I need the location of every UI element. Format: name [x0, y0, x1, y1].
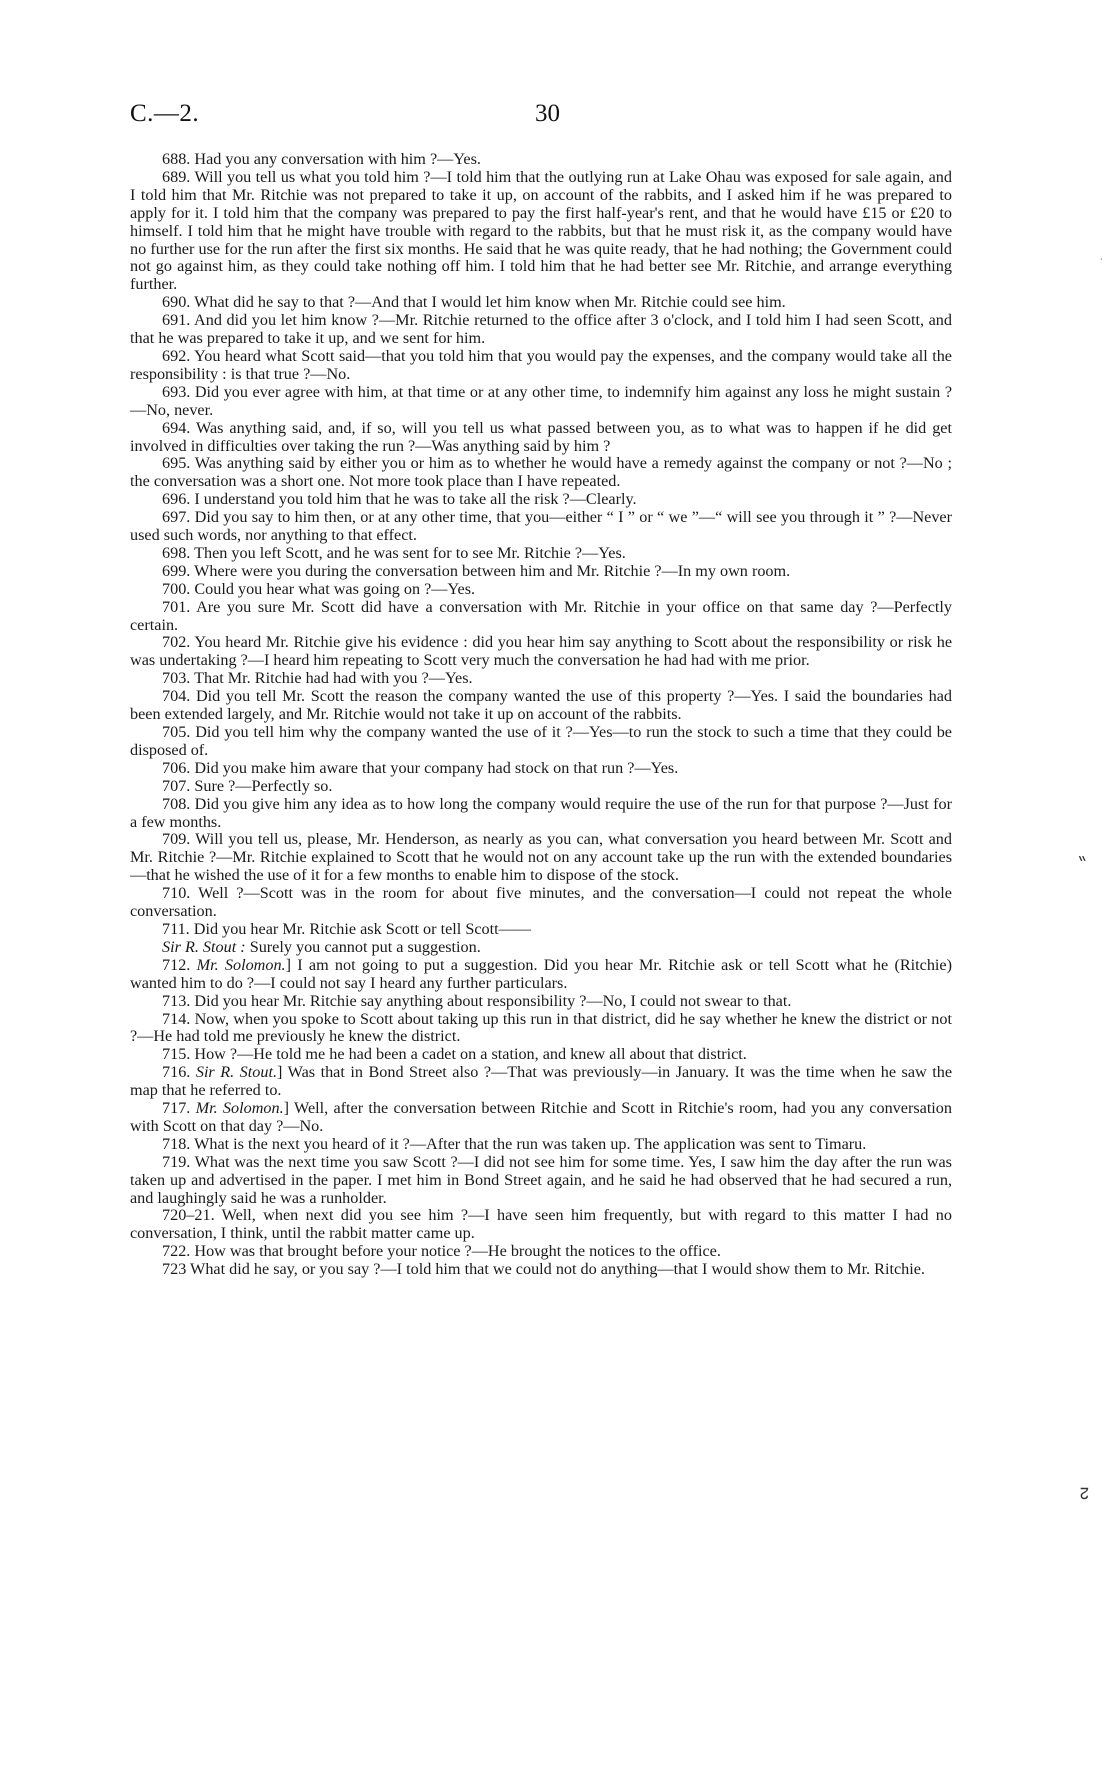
paragraph-text: 713. Did you hear Mr. Ritchie say anything about responsibility ?—No, I could not swear to that.	[162, 991, 792, 1010]
speaker-name: Mr. Solomon.	[195, 1099, 284, 1118]
testimony-paragraph	[130, 993, 952, 1011]
paragraph-text: 689. Will you tell us what you told him ?—I told him that the outlying run at Lake Ohau was exposed for sale again, and I told him that Mr. Ritchie was not prepared to take it up, on account of the rabbits, and I asked him if he was prepared to apply for it. I told him that the company was prepared to pay the first half-year's rent, and that he would have £15 or £20 to himself. I told him that he might have trouble with regard to the rabbits, but that he must risk it, as the company would have no further use for the run after the first six months. He said that he was quite ready, that he had nothing; the Government could not go against him, as they could take nothing off him. I told him that he had better see Mr. Ritchie, and arrange everything further.	[130, 167, 952, 294]
paragraph-text: 710. Well ?—Scott was in the room for about five minutes, and the conversation—I could not repeat the whole conversation.	[130, 884, 952, 921]
testimony-paragraph	[130, 778, 952, 796]
paragraph-text: 711. Did you hear Mr. Ritchie ask Scott or tell Scott——	[162, 919, 531, 938]
testimony-paragraph	[130, 348, 952, 384]
testimony-paragraph	[130, 1100, 952, 1136]
paragraph-text: 703. That Mr. Ritchie had had with you ?—Yes.	[162, 669, 473, 688]
testimony-paragraph	[130, 1243, 952, 1261]
paragraph-text: 697. Did you say to him then, or at any other time, that you—either “ I ” or “ we ”—“ will see you through it ” ?—Never used such words, nor anything to that effect.	[130, 508, 952, 545]
testimony-paragraph	[130, 151, 952, 169]
testimony-paragraph	[130, 491, 952, 509]
paragraph-text: 707. Sure ?—Perfectly so.	[162, 776, 333, 795]
testimony-paragraph	[130, 634, 952, 670]
paragraph-text: 695. Was anything said by either you or him as to whether he would have a remedy against the company or not ?—No ; the conversation was a short one. Not more took place than I have repeated.	[130, 454, 952, 491]
paragraph-text: 690. What did he say to that ?—And that I would let him know when Mr. Ritchie could see him.	[162, 293, 786, 312]
paragraph-text-continued: ] Well, after the conversation between Ritchie and Scott in Ritchie's room, had you any conversation with Scott on that day ?—No.	[130, 1099, 952, 1135]
testimony-paragraph	[130, 545, 952, 563]
paragraph-text: 700. Could you hear what was going on ?—Yes.	[162, 579, 476, 598]
paragraph-text: 694. Was anything said, and, if so, will you tell us what passed between you, as to what was to happen if he did get involved in difficulties over taking the run ?—Was anything said by him ?	[130, 418, 952, 455]
testimony-paragraph	[130, 1064, 952, 1100]
testimony-paragraph	[130, 760, 952, 778]
paragraph-text: 717.	[162, 1099, 196, 1118]
paragraph-text: 708. Did you give him any idea as to how long the company would require the use of the run for that purpose ?—Just for a few months.	[130, 794, 952, 831]
margin-mark: ↊	[1080, 1484, 1089, 1503]
paragraph-text: 692. You heard what Scott said—that you told him that you would pay the expenses, and the company would take all the responsibility : is that true ?—No.	[130, 346, 952, 383]
testimony-paragraph	[130, 670, 952, 688]
paragraph-text: 722. How was that brought before your notice ?—He brought the notices to the office.	[162, 1242, 721, 1261]
testimony-paragraph	[130, 420, 952, 456]
paragraph-text: 705. Did you tell him why the company wanted the use of it ?—Yes—to run the stock to such a time that they could be disposed of.	[130, 723, 952, 759]
testimony-paragraph	[130, 169, 952, 294]
testimony-paragraph	[130, 1261, 952, 1279]
testimony-paragraph	[130, 509, 952, 545]
paragraph-text: 720–21. Well, when next did you see him ?—I have seen him frequently, but with regard to this matter I had no conversation, I think, until the rabbit matter came up.	[130, 1206, 952, 1243]
testimony-paragraph	[130, 885, 952, 921]
testimony-paragraph	[130, 796, 952, 832]
body-text	[130, 151, 952, 1279]
margin-mark: ·	[1100, 255, 1103, 264]
paragraph-text: 718. What is the next you heard of it ?—After that the run was taken up. The application was sent to Timaru.	[162, 1134, 867, 1153]
paragraph-text: 702. You heard Mr. Ritchie give his evidence : did you hear him say anything to Scott about the responsibility or risk he was undertaking ?—I heard him repeating to Scott very much the conversation he had had with me prior.	[130, 633, 952, 670]
paragraph-text: 712.	[162, 955, 197, 974]
paragraph-text: 723 What did he say, or you say ?—I told him that we could not do anything—that I would show them to Mr. Ritchie.	[162, 1260, 925, 1279]
margin-mark: ⸗	[1072, 855, 1094, 862]
testimony-paragraph	[130, 563, 952, 581]
testimony-paragraph	[130, 1154, 952, 1208]
testimony-paragraph	[130, 921, 952, 939]
paragraph-text: 693. Did you ever agree with him, at that time or at any other time, to indemnify him against any loss he might sustain ?—No, never.	[130, 382, 952, 419]
page-number: 30	[535, 100, 560, 127]
paragraph-text: 704. Did you tell Mr. Scott the reason the company wanted the use of this property ?—Yes. I said the boundaries had been extended largely, and Mr. Ritchie would not take it up on account of the rabbits.	[130, 687, 952, 724]
paragraph-text: 696. I understand you told him that he was to take all the risk ?—Clearly.	[162, 490, 637, 509]
speaker-name: Sir R. Stout :	[162, 937, 246, 956]
testimony-paragraph	[130, 599, 952, 635]
testimony-paragraph	[130, 831, 952, 885]
testimony-paragraph	[130, 1011, 952, 1047]
speaker-name: Sir R. Stout.	[195, 1063, 278, 1082]
testimony-paragraph	[130, 1046, 952, 1064]
testimony-paragraph	[130, 581, 952, 599]
paragraph-text: 714. Now, when you spoke to Scott about taking up this run in that district, did he say whether he knew the district or not ?—He had told me previously he knew the district.	[130, 1009, 952, 1046]
paragraph-text: 706. Did you make him aware that your company had stock on that run ?—Yes.	[162, 758, 679, 777]
paragraph-text: 688. Had you any conversation with him ?—Yes.	[162, 150, 481, 168]
paragraph-text-continued: Surely you cannot put a suggestion.	[245, 937, 481, 956]
testimony-paragraph	[130, 312, 952, 348]
testimony-paragraph	[130, 957, 952, 993]
testimony-paragraph	[130, 294, 952, 312]
testimony-paragraph	[130, 1207, 952, 1243]
paragraph-text: 716.	[162, 1063, 196, 1082]
page-header	[130, 100, 990, 140]
paragraph-text-continued: ] I am not going to put a suggestion. Did you hear Mr. Ritchie ask or tell Scott what he (Ritchie) wanted him to do ?—I could not say I heard any further particulars.	[130, 955, 952, 992]
paragraph-text: 699. Where were you during the conversation between him and Mr. Ritchie ?—In my own room.	[162, 561, 791, 580]
paragraph-text: 719. What was the next time you saw Scott ?—I did not see him for some time. Yes, I saw him the day after the run was taken up and advertised in the paper. I met him in Bond Street again, and he said he had observed that he had secured a run, and laughingly said he was a runholder.	[130, 1152, 952, 1207]
speaker-name: Mr. Solomon.	[196, 955, 286, 974]
testimony-paragraph	[130, 724, 952, 760]
paragraph-text: 701. Are you sure Mr. Scott did have a conversation with Mr. Ritchie in your office on that same day ?—Perfectly certain.	[130, 597, 952, 634]
paragraph-text: 691. And did you let him know ?—Mr. Ritchie returned to the office after 3 o'clock, and I told him I had seen Scott, and that he was prepared to take it up, and we sent for him.	[130, 311, 952, 348]
paragraph-text: 698. Then you left Scott, and he was sent for to see Mr. Ritchie ?—Yes.	[162, 543, 626, 562]
paragraph-text: 709. Will you tell us, please, Mr. Henderson, as nearly as you can, what conversation you heard between Mr. Scott and Mr. Ritchie ?—Mr. Ritchie explained to Scott that he would not on any account take up the run with the extended boundaries—that he wished the use of it for a few months to enable him to dispose of the stock.	[130, 830, 952, 885]
testimony-paragraph	[130, 939, 952, 957]
document-id: C.—2.	[130, 100, 200, 127]
paragraph-text-continued: ] Was that in Bond Street also ?—That was previously—in January. It was the time when he saw the map that he referred to.	[130, 1063, 953, 1100]
testimony-paragraph	[130, 688, 952, 724]
paragraph-text: 715. How ?—He told me he had been a cadet on a station, and knew all about that district.	[162, 1045, 747, 1064]
testimony-paragraph	[130, 1136, 952, 1154]
testimony-paragraph	[130, 455, 952, 491]
testimony-paragraph	[130, 384, 952, 420]
